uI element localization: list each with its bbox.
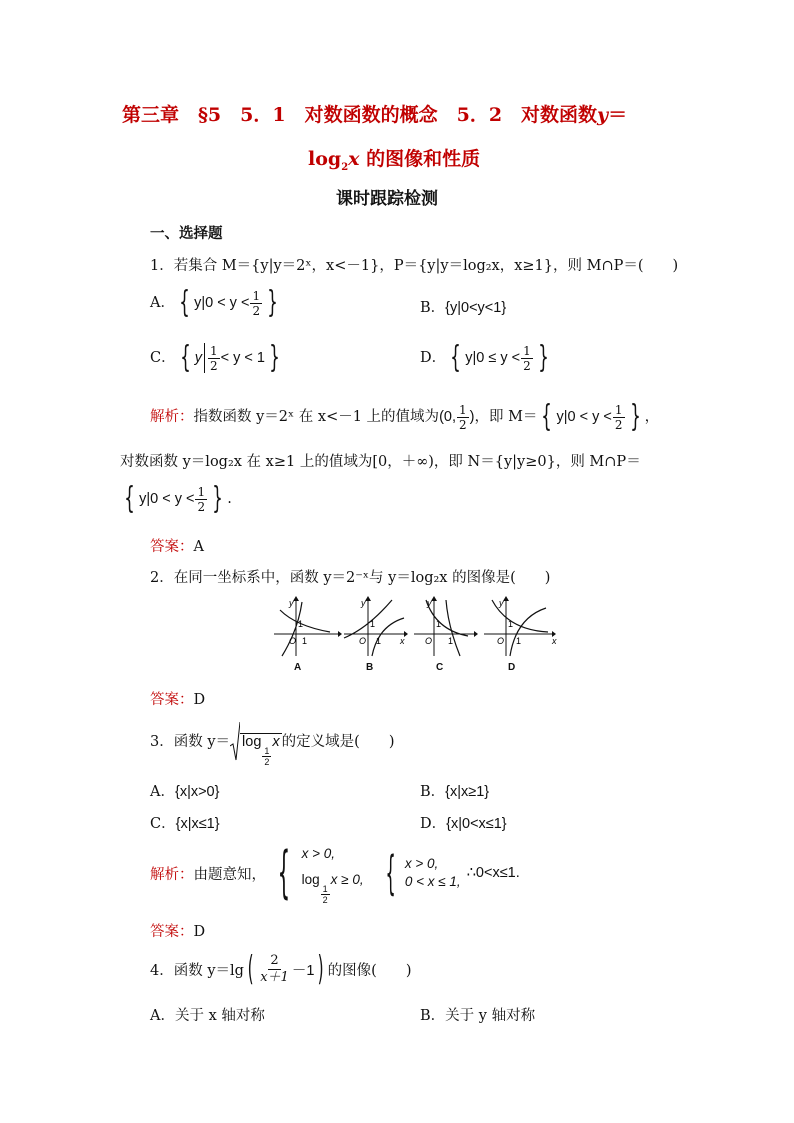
left-brace: { [179, 285, 190, 320]
q4-b-content: 关于 y 轴对称 [445, 1008, 536, 1024]
title-var-y: y [597, 104, 609, 126]
svg-text:1: 1 [508, 619, 514, 629]
q1-d-set: y|0 ≤ y < [465, 350, 521, 366]
left-brace: { [541, 399, 553, 434]
q3-jiexi [150, 838, 520, 908]
q4-frac [258, 953, 291, 986]
graph-a [272, 596, 342, 658]
q3-option-c [150, 812, 220, 833]
q2-answer [150, 688, 205, 709]
frac-den: x＋1 [260, 969, 289, 985]
svg-text:1: 1 [370, 619, 376, 629]
svg-text:1: 1 [436, 619, 442, 629]
section-label: 一、选择题 [150, 225, 223, 242]
q1-jiexi-frac1 [457, 403, 469, 432]
right-brace: } [267, 285, 278, 320]
jiexi-label: 解析： [150, 409, 194, 425]
svg-text:O: O [359, 636, 367, 646]
q1-c-var: y [194, 350, 202, 366]
q3-stem-b: 的定义域是( ) [281, 734, 395, 750]
answer-value: A [193, 539, 204, 555]
frac-den: 2 [252, 303, 261, 318]
q1-a-label: A． [150, 295, 175, 311]
q1-jiexi-set: y|0 < y < [556, 409, 612, 425]
q1-jiexi-line2: 对数函数 y＝log₂x 在 x≥1 上的值域为[0，＋∞)，即 N＝{y|y≥0}，则 M∩P＝ [120, 454, 641, 470]
q3-b-set: {x|x≥1} [445, 784, 490, 800]
answer-label: 答案： [150, 539, 194, 555]
q1-b-set: {y|0<y<1} [445, 300, 507, 316]
q4-stem [150, 949, 412, 989]
set-bar [204, 343, 205, 373]
q3-a-set: {x|x>0} [174, 784, 220, 800]
page-title-line1 [122, 100, 627, 127]
q3-option-a [150, 780, 219, 801]
q1-a-frac [250, 289, 262, 318]
sqrt-symbol [230, 722, 240, 762]
svg-text:x: x [400, 636, 405, 646]
q1-option-b [420, 296, 506, 317]
svg-text:1: 1 [448, 636, 454, 646]
title-log: log [308, 148, 342, 170]
right-brace: } [212, 481, 223, 516]
right-paren: ) [318, 949, 325, 989]
q1-stem: 1．若集合 M＝{y|y＝2ˣ，x<－1}，P＝{y|y＝log₂x，x≥1}，则 M∩P＝( ) [150, 258, 679, 274]
svg-text:y: y [427, 598, 432, 608]
frac-num: 1 [322, 884, 328, 894]
svg-text:1: 1 [376, 636, 382, 646]
q1-jiexi-text-b: ，即 M＝ [474, 409, 538, 425]
q4-minus: －1 [291, 962, 315, 979]
q4-stem-a: 4．函数 y＝lg [150, 962, 244, 979]
frac-den: 2 [322, 895, 328, 905]
q1-c-ineq: < y < 1 [220, 350, 265, 366]
jiexi-label: 解析： [150, 866, 194, 883]
q2-stem: 2．在同一坐标系中，函数 y＝2⁻ˣ与 y＝log₂x 的图像是( ) [150, 570, 551, 586]
log-text: log [242, 734, 262, 750]
q1-jiexi-line3: { y|0 < y < $\frac{1}{2}$ } . [124, 481, 232, 516]
sys1-line1: x > 0, [301, 846, 336, 861]
frac-den: 2 [614, 417, 623, 432]
q1-d-frac [521, 344, 533, 373]
svg-text:y: y [361, 598, 366, 608]
graph-b [342, 596, 412, 658]
page-subtitle: 课时跟踪检测 [336, 189, 438, 209]
q3-a-label: A． [150, 784, 175, 800]
var-x: x [272, 734, 280, 750]
q3-d-set: {x|0<x≤1} [446, 816, 507, 832]
right-brace: } [538, 340, 549, 375]
svg-text:y: y [499, 598, 504, 608]
q3-option-d [420, 812, 507, 833]
q4-option-a [150, 1004, 265, 1025]
svg-text:1: 1 [516, 636, 522, 646]
svg-text:y: y [289, 598, 294, 608]
title-rest: 的图像和性质 [359, 148, 481, 170]
q1-d-label: D． [420, 350, 447, 366]
svg-text:1: 1 [298, 619, 304, 629]
page-title-line2 [308, 144, 480, 173]
q1-jiexi-line1: 解析：指数函数 y＝2ˣ 在 x<－1 上的值域为(0, $\frac{1}{2}$ )，即 M＝ { y|0 < y < $\frac{1}{2}$ } ， [150, 399, 660, 434]
svg-text:1: 1 [302, 636, 308, 646]
log-text: log [301, 872, 320, 887]
q3-c-label: C． [150, 816, 176, 832]
q3-system-1 [302, 841, 364, 905]
log-base-frac [321, 884, 330, 905]
left-brace: { [179, 340, 191, 375]
q1-jiexi-interval: (0, [439, 409, 456, 425]
frac-num: 1 [264, 746, 270, 756]
q1-c-label: C． [150, 350, 176, 366]
svg-text:O: O [425, 636, 433, 646]
q1-answer [150, 535, 204, 556]
q3-c-set: {x|x≤1} [175, 816, 220, 832]
answer-value: D [193, 692, 206, 708]
title-eq: ＝ [608, 104, 628, 126]
close-paren: ) [469, 409, 475, 425]
q4-b-label: B． [420, 1008, 446, 1024]
q3-radicand [240, 733, 282, 767]
q3-stem-a: 3．函数 y＝ [150, 734, 231, 750]
q3-jiexi-text: 由题意知， [193, 866, 266, 883]
right-brace: } [629, 399, 641, 434]
q1-jiexi-final-set: y|0 < y < [139, 491, 195, 507]
right-brace: } [269, 340, 280, 375]
graph-d [482, 596, 562, 658]
title-var-x: x [348, 148, 360, 170]
title-log-base: 2 [341, 161, 349, 173]
q3-option-b [420, 780, 489, 801]
left-brace: { [124, 481, 135, 516]
title-text: 第三章 §5 5．1 对数函数的概念 5．2 对数函数 [122, 104, 598, 126]
graph-label-c: C [436, 662, 444, 673]
q4-option-b [420, 1004, 535, 1025]
sys2-line1: x > 0, [404, 856, 439, 871]
left-paren: ( [247, 949, 254, 989]
frac-num: 1 [209, 343, 218, 358]
svg-text:O: O [289, 636, 297, 646]
q1-a-set: y|0 < y < [194, 295, 250, 311]
q1-c-frac [208, 344, 220, 373]
frac-den: 2 [197, 499, 206, 514]
q1-option-c [150, 340, 284, 375]
q1-jiexi-text-a: 指数函数 y＝2ˣ 在 x<－1 上的值域为 [193, 409, 440, 425]
frac-num: 1 [252, 288, 261, 303]
left-brace: { [450, 340, 461, 375]
q1-option-d [420, 340, 553, 375]
answer-value: D [193, 924, 206, 940]
q3-stem [150, 722, 394, 767]
frac-den: 2 [458, 417, 467, 432]
answer-label: 答案： [150, 924, 194, 940]
graph-c [412, 596, 482, 658]
frac-num: 1 [197, 484, 206, 499]
frac-num: 1 [523, 343, 531, 358]
log-base-frac [262, 746, 271, 767]
q1-jiexi-frac2 [613, 403, 625, 432]
q1-b-label: B． [420, 300, 446, 316]
q3-jiexi-result: ∴0<x≤1. [466, 865, 520, 881]
q2-graphs [272, 596, 562, 676]
sys1-line2 [302, 867, 364, 905]
q1-jiexi-frac3 [195, 485, 207, 514]
sys2-line2: 0 < x ≤ 1, [404, 874, 461, 889]
q3-b-label: B． [420, 784, 446, 800]
answer-label: 答案： [150, 692, 194, 708]
q3-system-2 [405, 855, 461, 891]
system-brace-2: { [385, 846, 396, 900]
svg-text:O: O [497, 636, 505, 646]
q3-answer [150, 920, 205, 941]
q4-a-content: 关于 x 轴对称 [174, 1008, 265, 1024]
frac-den: 2 [523, 358, 531, 373]
q1-option-a [150, 285, 282, 320]
frac-den: 2 [264, 757, 270, 767]
graph-label-a: A [294, 662, 302, 673]
sys1-line2-rest: x ≥ 0, [330, 872, 364, 887]
system-brace-1: { [277, 840, 291, 905]
graph-label-b: B [366, 662, 374, 673]
q4-a-label: A． [150, 1008, 175, 1024]
graph-label-d: D [508, 662, 516, 673]
frac-den: 2 [209, 358, 218, 373]
frac-num: 1 [614, 402, 623, 417]
frac-num: 1 [458, 402, 467, 417]
q3-d-label: D． [420, 816, 447, 832]
q4-stem-b: 的图像( ) [327, 962, 412, 979]
svg-text:x: x [552, 636, 557, 646]
frac-num: 2 [270, 952, 279, 968]
